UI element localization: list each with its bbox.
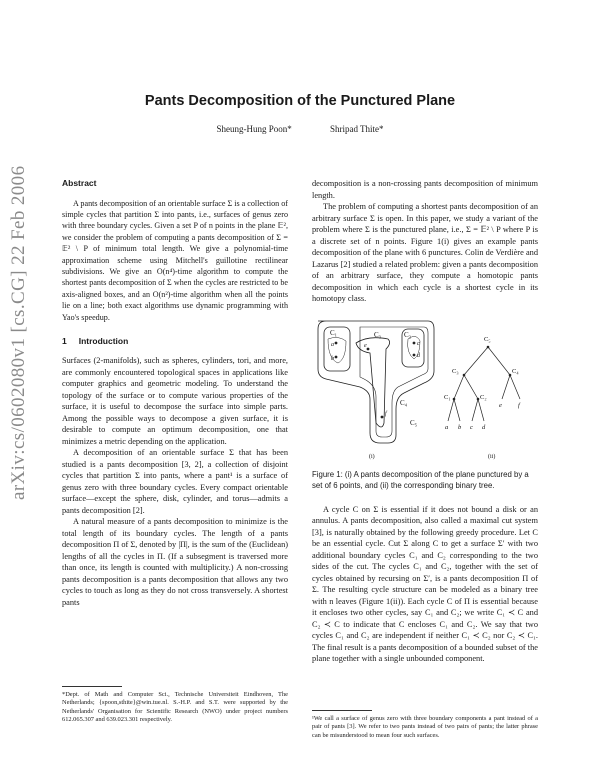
paper-title: Pants Decomposition of the Punctured Plane xyxy=(144,93,456,109)
label-e: e xyxy=(364,342,367,349)
tree-label-c4: C₄ xyxy=(512,367,519,375)
abstract-text: A pants decomposition of an orientable surface Σ is a collection of simple cycles that partition Σ into pants, i.e., surfaces of genus zero with three boundary cycles. Given a set P of n points in the plane 𝔼², we consider the problem of computing a pants decomposition of Σ = 𝔼² \ P of minimum total length. We give a polynomial-time approximation scheme using Mitchell's guillotine rectilinear subdivisions. We give an O(n⁴)-time algorithm to compute the shortest pants decomposition of Σ when the cycles are restricted to be axis-aligned boxes, and an O(n²)-time algorithm when all the points lie on a line; both exact algorithms use dynamic programming with Yao's speedup. xyxy=(62,198,288,322)
intro-paragraph-1: Surfaces (2-manifolds), such as spheres, cylinders, tori, and more, are commonly encountered topological spaces in applications like computer graphics and geometric modeling. To understand the topology of the surface or to compute various properties of the surface, it is useful to decompose the surface into simple parts. Among the possible ways to decompose a given surface, it is desirable to compute an optimum decomposition, one that minimizes a metric depending on the application. xyxy=(62,356,288,446)
footnote-rule-2 xyxy=(312,710,372,711)
label-a: a xyxy=(331,341,334,348)
intro-paragraph-3: A natural measure of a pants decomposition to minimize is the total length of its boundary cycles. The length of a pants decomposition Π of Σ, denoted by |Π|, is the sum of the (Euclidean) lengths of all the cycles in Π. (If a subsegment is traversed more than once, its length is counted with multiplicity.) A non-crossing pants decomposition is a pants decomposition that allows any two cycles to touch as long as they do not cross transversely. A shortest pants xyxy=(62,517,289,607)
left-column xyxy=(62,178,288,608)
col2-paragraph-1: decomposition is a non-crossing pants decomposition of minimum length. xyxy=(312,179,538,200)
label-c1: C₁ xyxy=(330,328,338,337)
footnote-1-text: *Dept. of Math and Computer Sci., Technische Universiteit Eindhoven, The Netherlands; {spoon,sthite}@win.tue.nl. S.-H.P. and S.T. were supported by the Netherlands' Organisation for Scientific Research (NWO) under project numbers 612.065.307 and 639.023.301 respectively. xyxy=(62,691,288,723)
label-c5: C₅ xyxy=(410,418,418,427)
footnote-pant xyxy=(312,706,538,740)
arxiv-stamp: arXiv:cs/0602080v1 [cs.CG] 22 Feb 2006 xyxy=(8,165,29,500)
author-list xyxy=(0,124,600,134)
footnote-rule xyxy=(62,686,122,687)
tree-leaf-e: e xyxy=(499,401,502,409)
tree-label-c5: C₅ xyxy=(484,335,491,343)
figure-1 xyxy=(312,313,538,463)
footnote-affiliation xyxy=(62,682,288,724)
binary-tree xyxy=(448,347,520,421)
label-c3: C₃ xyxy=(374,330,382,339)
label-f: f xyxy=(385,410,387,417)
label-c4: C₄ xyxy=(400,398,408,407)
tree-label-c2: C₂ xyxy=(480,393,487,401)
tree-leaf-c: c xyxy=(470,423,473,431)
col2-paragraph-3: A cycle C on Σ is essential if it does not bound a disk or an annulus. A pants decomposition, also called a maximal cut system [3], is naturally obtained by the following greedy procedure. Let C be an essential cycle. Cut Σ along C to get a surface Σ′ with two additional boundary cycles C₁ and C₂ corresponding to the two sides of the cut. The cycles C₁ and C₂, together with the set of cycles obtained by recursing on Σ′, is a pants decomposition Π of Σ. The resulting cycle structure can be modeled as a binary tree with n leaves (Figure 1(ii)). Each cycle C of Π is essential because it encloses two other cycles, say C₁ and C₂; we write C₁ ≺ C and C₂ ≺ C to indicate that C encloses C₁ and C₂. We say that two cycles C₁ and C₂ are independent if neither C₁ ≺ C₂ nor C₂ ≺ C₁. The final result is a pants decomposition of a bounded subset of the plane together with a single unbounded component. xyxy=(312,504,538,663)
tree-leaf-b: b xyxy=(458,423,462,431)
author-2: Shripad Thite* xyxy=(329,124,384,134)
label-d: d xyxy=(417,352,420,359)
tree-label-c3: C₃ xyxy=(452,367,459,375)
label-c: c xyxy=(417,340,420,347)
footnote-2-text: ¹We call a surface of genus zero with three boundary components a pant instead of a pair of pants [3]. We refer to two pants instead of two pairs of pants; the latter phrase can be misunderstood to mean four such surfaces. xyxy=(312,715,538,739)
col2-paragraph-2: The problem of computing a shortest pants decomposition of an arbitrary surface Σ is open. In this paper, we study a variant of the problem where Σ is the punctured plane, i.e., Σ = 𝔼² \ P where P is a discrete set of n points. Figure 1(i) gives an example pants decomposition of the plane with 6 punctures. Colin de Verdière and Lazarus [2] studied a related problem: given a pants decomposition of an arbitrary surface, they compute a homotopic pants decomposition in which each cycle is a shortest cycle in its homotopy class. xyxy=(312,202,538,303)
figure-1-caption: Figure 1: (i) A pants decomposition of the plane punctured by a set of 6 points, and (ii) the corresponding binary tree. xyxy=(312,469,529,490)
tree-leaf-a: a xyxy=(445,423,449,431)
label-b: b xyxy=(331,355,334,362)
panel-label-i: (i) xyxy=(369,453,375,460)
label-c2: C₂ xyxy=(404,330,412,339)
figure-1-drawing xyxy=(312,313,538,463)
tree-leaf-d: d xyxy=(482,423,486,431)
author-1: Sheung-Hung Poon* xyxy=(216,124,292,134)
tree-label-c1: C₁ xyxy=(444,393,451,401)
section-number: 1 xyxy=(62,335,67,346)
section-title: Introduction xyxy=(78,335,129,346)
section-heading xyxy=(62,336,288,348)
right-column xyxy=(312,178,538,665)
intro-paragraph-2: A decomposition of an orientable surface Σ that has been studied is a pants decomposition [3, 2], a collection of disjoint cycles that partition Σ into pants, where a pant¹ is a surface of genus zero with three boundary cycles. Every compact orientable surface—except the sphere, disk, cylinder, and torus—admits a pants decomposition [2]. xyxy=(62,448,288,515)
abstract-heading: Abstract xyxy=(62,178,97,188)
tree-leaf-f: f xyxy=(518,401,520,409)
panel-label-ii: (ii) xyxy=(488,453,496,460)
